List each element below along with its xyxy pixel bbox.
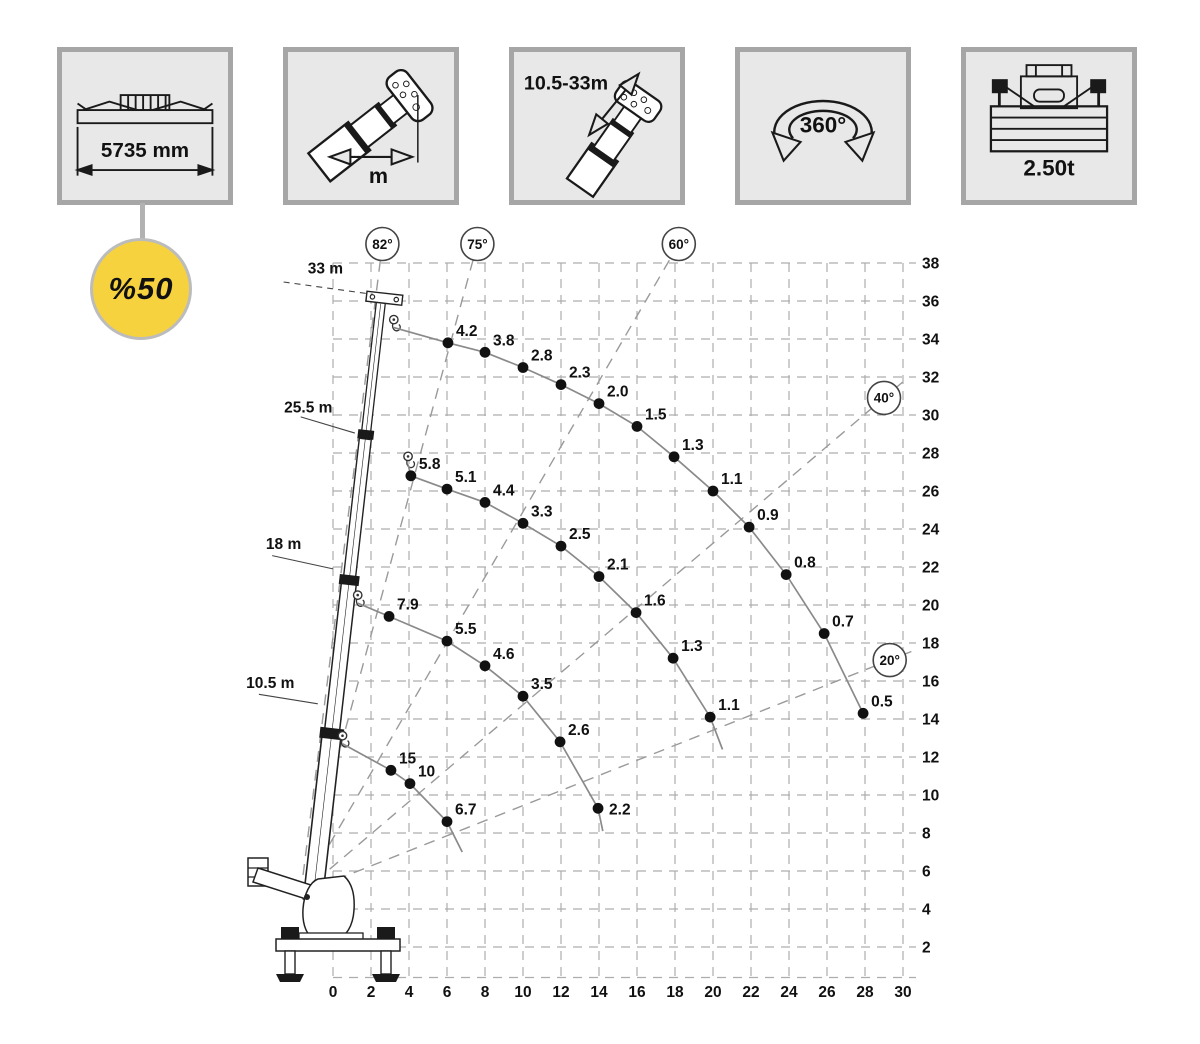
svg-text:20°: 20° [879, 652, 900, 668]
y-axis-tick-label: 38 [922, 255, 940, 273]
load-value-label: 1.3 [682, 436, 704, 454]
data-point [442, 816, 453, 827]
x-axis-tick-label: 10 [514, 984, 532, 1001]
data-point [405, 778, 416, 789]
load-value-label: 7.9 [397, 596, 419, 614]
x-axis-tick-label: 24 [780, 984, 798, 1001]
outrigger-pad [276, 974, 304, 982]
load-value-label: 15 [398, 750, 417, 768]
load-value-label: 1.5 [645, 406, 667, 424]
y-axis-tick-label: 18 [922, 635, 940, 653]
y-axis-tick-label: 28 [922, 445, 940, 463]
data-point [386, 765, 397, 776]
slewing-label: 360° [799, 112, 847, 138]
badge-label: %50 [108, 271, 174, 306]
angle-badge [873, 644, 906, 677]
y-axis-tick-label: 22 [922, 559, 940, 577]
load-value-label: 0.9 [757, 507, 779, 525]
load-value-label: 4.4 [493, 482, 515, 500]
y-axis-tick-label: 10 [922, 787, 940, 805]
boom-range-label: 10.5-33m [523, 72, 609, 95]
data-point [781, 569, 792, 580]
boom-length-label: 10.5 m [246, 674, 295, 692]
load-value-label: 2.5 [569, 526, 591, 544]
y-axis-tick-label: 6 [922, 863, 931, 881]
telescopic-boom [298, 291, 403, 902]
y-axis-tick-label: 16 [922, 673, 940, 691]
x-axis-tick-label: 22 [742, 984, 760, 1001]
load-value-label: 5.8 [418, 455, 441, 473]
load-value-label: 6.7 [455, 801, 477, 819]
load-value-label: 3.8 [493, 332, 515, 350]
y-axis-tick-label: 4 [922, 901, 931, 919]
data-point [593, 803, 604, 814]
x-axis-tick-label: 18 [666, 984, 684, 1001]
data-point [518, 518, 529, 529]
y-axis-tick-label: 24 [922, 521, 940, 539]
x-axis-tick-label: 26 [818, 984, 836, 1001]
load-value-label: 0.8 [794, 554, 816, 572]
data-point [858, 708, 869, 719]
turret [303, 876, 354, 939]
load-value-label: 5.5 [455, 621, 477, 639]
counterweight-label: 2.50t [1023, 155, 1075, 181]
data-point [594, 398, 605, 409]
svg-text:40°: 40° [873, 390, 895, 406]
load-value-label: 2.3 [569, 364, 591, 382]
data-point [708, 486, 719, 497]
load-value-label: 10 [417, 763, 436, 781]
y-axis-tick-label: 12 [922, 749, 940, 767]
data-point [518, 691, 529, 702]
extension-unit-label: m [368, 164, 389, 189]
load-value-label: 0.5 [871, 693, 893, 711]
x-axis-tick-label: 2 [366, 984, 376, 1001]
load-value-label: 5.1 [455, 469, 477, 487]
load-curve [358, 603, 603, 831]
x-axis-tick-label: 0 [328, 984, 338, 1001]
load-value-label: 2.2 [609, 801, 631, 819]
boom-length-label: 18 m [265, 536, 302, 554]
load-value-label: 4.2 [455, 322, 478, 340]
chart-grid [333, 263, 916, 978]
load-value-label: 0.7 [832, 613, 854, 631]
data-point [594, 571, 605, 582]
load-value-label: 2.6 [568, 721, 590, 739]
data-point [705, 712, 716, 723]
angle-badge [662, 228, 695, 261]
data-point [480, 347, 491, 358]
load-value-label: 1.1 [718, 697, 740, 715]
crane-illustration [248, 291, 403, 982]
x-axis-tick-label: 16 [628, 984, 646, 1001]
data-point [480, 497, 491, 508]
transport-length-label: 5735 mm [100, 138, 190, 162]
data-point [555, 736, 566, 747]
data-point [556, 541, 567, 552]
y-axis-tick-label: 8 [922, 825, 931, 843]
y-axis-tick-label: 34 [922, 331, 940, 349]
x-axis-tick-label: 28 [856, 984, 874, 1001]
outrigger-pad [372, 974, 400, 982]
y-axis-tick-label: 20 [922, 597, 940, 615]
data-point [556, 379, 567, 390]
data-point [631, 607, 642, 618]
data-point [442, 636, 453, 647]
hook-icon [404, 452, 415, 467]
data-point [744, 522, 755, 533]
svg-text:75°: 75° [467, 236, 488, 252]
y-axis-tick-label: 14 [922, 711, 940, 729]
data-point [669, 451, 680, 462]
load-value-label: 2.8 [531, 347, 553, 365]
data-point [443, 337, 454, 348]
outrigger-leg [381, 951, 391, 974]
data-point [819, 628, 830, 639]
data-point [384, 611, 395, 622]
load-value-label: 1.6 [644, 592, 666, 610]
load-value-label: 4.6 [493, 645, 515, 663]
x-axis-tick-label: 8 [480, 984, 490, 1001]
x-axis-tick-label: 12 [552, 984, 570, 1001]
angle-badge [366, 228, 399, 261]
svg-text:60°: 60° [668, 236, 690, 252]
data-point [406, 470, 417, 481]
x-axis-tick-label: 4 [404, 984, 414, 1001]
boom-length-label: 33 m [307, 260, 344, 278]
data-point [442, 484, 453, 495]
angle-badge [461, 228, 494, 261]
data-point [632, 421, 643, 432]
y-axis-tick-label: 32 [922, 369, 940, 387]
svg-text:82°: 82° [372, 236, 393, 252]
load-value-label: 3.3 [531, 503, 553, 521]
y-axis-tick-label: 36 [922, 293, 940, 311]
outrigger-leg [285, 951, 295, 974]
x-axis-tick-label: 6 [442, 984, 452, 1001]
x-axis-tick-label: 20 [704, 984, 722, 1001]
load-value-label: 2.0 [607, 383, 629, 401]
data-point [518, 362, 529, 373]
x-axis-tick-label: 30 [894, 984, 912, 1001]
data-point [668, 653, 679, 664]
data-point [480, 660, 491, 671]
load-curves [343, 323, 894, 852]
angle-badge [868, 381, 901, 414]
x-axis-tick-label: 14 [590, 984, 608, 1001]
outrigger-beam [276, 939, 400, 951]
load-value-label: 1.3 [681, 638, 703, 656]
boom-length-label: 25.5 m [284, 399, 333, 417]
load-value-label: 1.1 [721, 471, 743, 488]
y-axis-tick-label: 26 [922, 483, 940, 501]
load-value-label: 3.5 [531, 676, 553, 694]
load-value-label: 2.1 [607, 556, 629, 574]
y-axis-tick-label: 2 [922, 939, 931, 957]
y-axis-tick-label: 30 [922, 407, 940, 425]
